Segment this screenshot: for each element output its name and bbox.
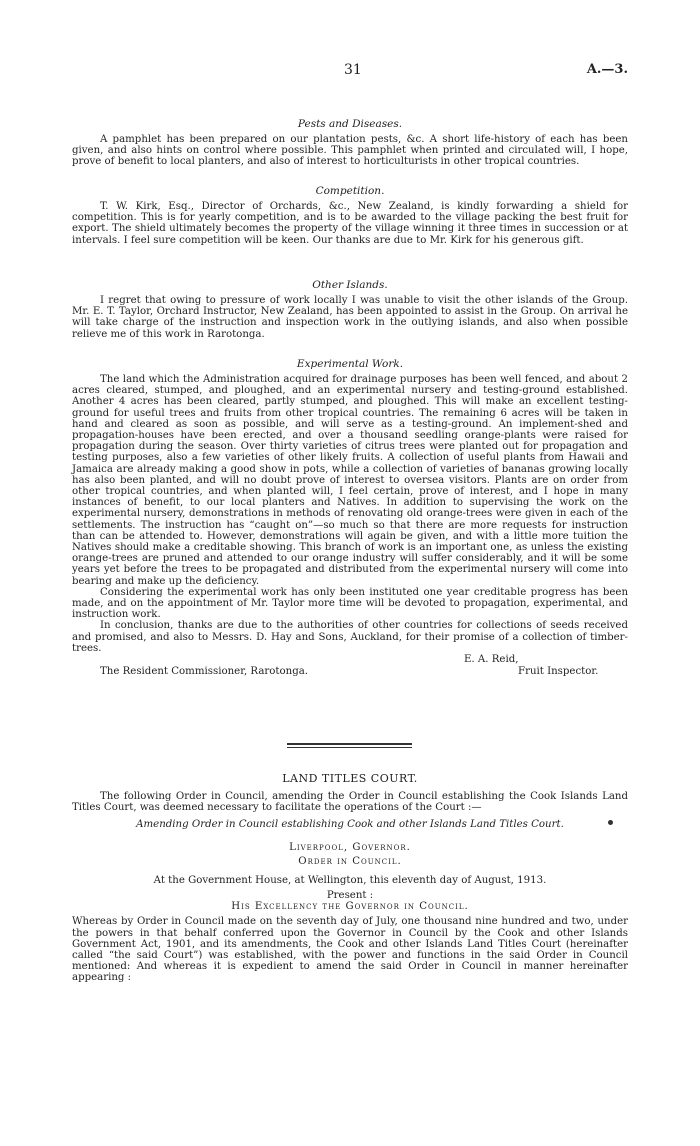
page-header (72, 62, 628, 82)
ink-mark (608, 820, 613, 825)
excellency-line: His Excellency the Governor in Council. (231, 901, 469, 913)
addressee: The Resident Commissioner, Rarotonga. (100, 666, 309, 678)
section-other-islands (72, 279, 628, 340)
paragraph-land-titles-intro: The following Order in Council, amending the Order in Council establishing the Cook Islands Land Titles Court, was deemed necessary to facilitate the operations of the Court :— (72, 791, 628, 814)
paragraph-whereas: Whereas by Order in Council made on the seventh day of July, one thousand nine hundred and two, under the powers in that behalf conferred upon the Governor in Council by the Cook and other Islands Government Act, 1901, and its amendments, the Cook and other Islands Land Titles Court (hereinafter called “the said Court”) was established, with the power and functions in the said Order in Council mentioned: And whereas it is expedient to amend the said Order in Council in manner hereinafter appearing : (72, 916, 628, 984)
order-title: Amending Order in Council establishing Cook and other Islands Land Titles Court. (136, 819, 564, 831)
paragraph-pests: A pamphlet has been prepared on our plantation pests, &c. A short life-history of each has been given, and also hints on control where possible. This pamphlet when printed and circulated will, I hope, prove of benefit to local planters, and also of interest to horticulturists in other tropical countries. (72, 134, 628, 168)
paragraph-experimental-1: The land which the Administration acquired for drainage purposes has been well fenced, and about 2 acres cleared, stumped, and ploughed, and an experimental nursery and testing-ground established. Another 4 acres has been cleared, partly stumped, and ploughed. This will make an excellent testing-ground for useful trees and fruits from other tropical countries. The remaining 6 acres will be taken in hand and cleared as soon as possible, and will serve as a testing-ground. An implement-shed and propagation-houses have been erected, and over a thousand seedling orange-plants were raised for propagation during the season. Over thirty varieties of citrus trees were planted out for propagation and testing purposes, also a few varieties of other likely fruits. A collection of useful plants from Hawaii and Jamaica are already making a good show in pots, while a collection of varieties of bananas growing locally has also been planted, and will no doubt prove of interest to oversea visitors. Plants are on order from other tropical countries, and when planted will, I feel certain, prove of interest, and I hope in many instances of benefit, to our local planters and Natives. In addition to supervising the work on the experimental nursery, demonstrations in methods of renovating old orange-trees were given in each of the settlements. The instruction has “caught on”—so much so that there are more requests for instruction than can be attended to. However, demonstrations will again be given, and with a little more tuition the Natives should make a creditable showing. This branch of work is an important one, as unless the existing orange-trees are pruned and attended to our orange industry will suffer considerably, and it will be some years yet before the trees to be propagated and distributed from the experimental nursery will come into bearing and make up the deficiency. (72, 374, 628, 587)
order-label: Order in Council. (298, 856, 402, 868)
paragraph-other-islands: I regret that owing to pressure of work locally I was unable to visit the other islands of the Group. Mr. E. T. Taylor, Orchard Instructor, New Zealand, has been appointed to assist in the Group. On arrival he will take charge of the instruction and inspection work in the outlying islands, and also when possible relieve me of this work in Rarotonga. (72, 295, 628, 340)
heading-experimental-work: Experimental Work. (296, 358, 404, 370)
heading-other-islands: Other Islands. (312, 279, 388, 291)
heading-pests: Pests and Diseases. (297, 118, 403, 130)
paragraph-experimental-2: Considering the experimental work has only been instituted one year creditable progress has been made, and on the appointment of Mr. Taylor more time will be devoted to propagation, experimental, and instruction work. (72, 586, 628, 621)
page-number: 31 (344, 62, 362, 78)
divider-rule-thin (287, 747, 412, 748)
present-label: Present : (326, 890, 374, 902)
signature-title: Fruit Inspector. (518, 666, 599, 678)
section-experimental-work (72, 358, 628, 682)
signature-block (72, 654, 628, 682)
document-reference: A.—3. (586, 62, 628, 77)
divider-rule (287, 743, 412, 745)
heading-competition: Competition. (315, 185, 385, 197)
governor-line: Liverpool, Governor. (289, 842, 411, 854)
location-date: At the Government House, at Wellington, this eleventh day of August, 1913. (153, 875, 547, 887)
section-land-titles (72, 772, 628, 984)
paragraph-competition: T. W. Kirk, Esq., Director of Orchards, &c., New Zealand, is kindly forwarding a shield for competition. This is for yearly competition, and is to be awarded to the village packing the best fruit for export. The shield ultimately becomes the property of the village winning it three times in succession or at intervals. I feel sure competition will be keen. Our thanks are due to Mr. Kirk for his generous gift. (72, 201, 628, 246)
paragraph-conclusion: In conclusion, thanks are due to the authorities of other countries for collections of seeds received and promised, and also to Messrs. D. Hay and Sons, Auckland, for their promise of a collection of timber-trees. (72, 620, 628, 654)
section-pests (72, 118, 628, 168)
heading-land-titles-court: LAND TITLES COURT. (282, 772, 418, 785)
section-competition (72, 185, 628, 246)
signature-name: E. A. Reid, (464, 654, 519, 666)
